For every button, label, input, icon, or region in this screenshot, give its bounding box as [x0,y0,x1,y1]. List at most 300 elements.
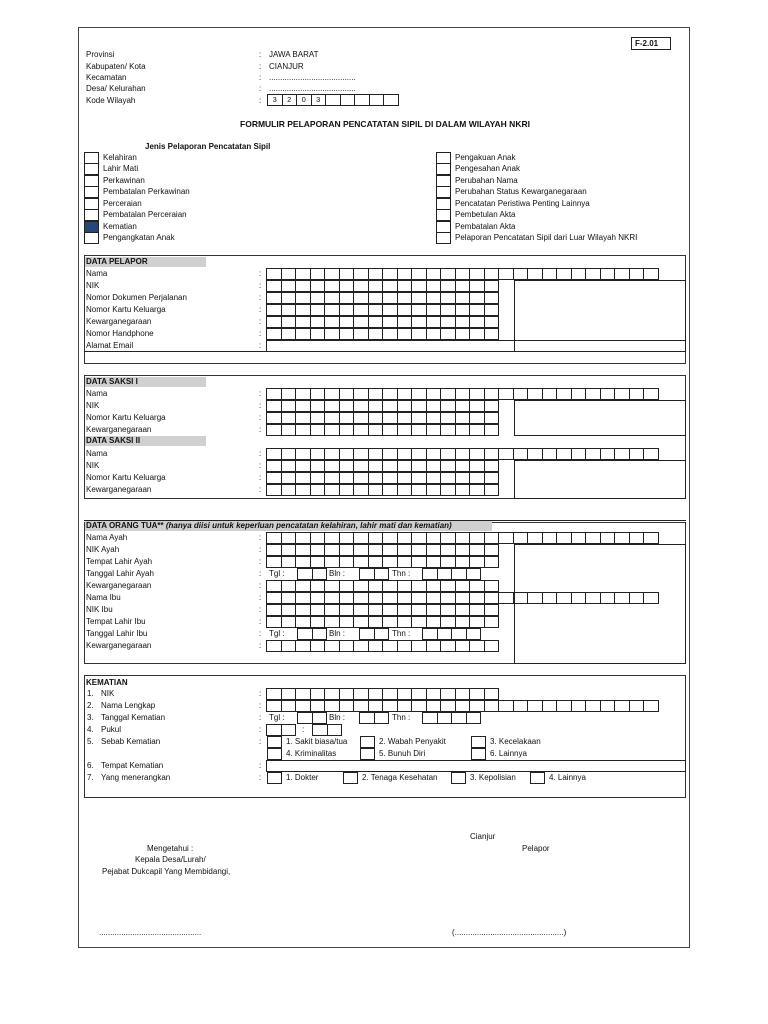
field-grid-cell[interactable] [629,388,645,400]
date-tgl-grid[interactable] [297,628,327,640]
jenis-checkbox[interactable] [84,163,99,175]
kode-wilayah-cell[interactable] [354,94,370,106]
field-grid-cell[interactable] [295,580,311,592]
field-grid-cell[interactable] [556,388,572,400]
field-grid-cell[interactable] [382,484,398,496]
field-grid[interactable] [266,292,499,304]
field-grid-cell[interactable] [484,484,500,496]
field-grid-cell[interactable] [513,388,529,400]
field-grid-cell[interactable] [397,616,413,628]
field-grid-cell[interactable] [469,388,485,400]
field-grid-cell[interactable] [484,400,500,412]
field-grid-cell[interactable] [440,292,456,304]
field-grid-cell[interactable] [266,448,282,460]
field-grid-cell[interactable] [281,448,297,460]
field-grid-cell[interactable] [339,424,355,436]
signature-left-line[interactable]: .............................................. [99,928,202,937]
field-grid-cell[interactable] [368,616,384,628]
field-grid-cell[interactable] [266,280,282,292]
field-grid-cell[interactable] [324,472,340,484]
field-grid-cell[interactable] [310,580,326,592]
kematian-nama-grid-cell[interactable] [426,700,442,712]
field-grid-cell[interactable] [426,604,442,616]
field-grid-cell[interactable] [440,412,456,424]
field-grid-cell[interactable] [411,544,427,556]
field-grid-cell[interactable] [353,604,369,616]
field-grid-cell[interactable] [382,556,398,568]
field-grid-cell[interactable] [469,448,485,460]
field-grid-cell[interactable] [440,268,456,280]
penerang-checkbox[interactable] [451,772,466,784]
field-grid-cell[interactable] [266,328,282,340]
field-grid-cell[interactable] [310,280,326,292]
field-grid-cell[interactable] [295,544,311,556]
field-grid[interactable] [266,304,499,316]
date-tgl-grid-cell[interactable] [297,628,313,640]
field-grid-cell[interactable] [310,388,326,400]
field-grid-cell[interactable] [397,268,413,280]
field-grid-cell[interactable] [397,556,413,568]
field-grid[interactable] [266,328,499,340]
field-grid-cell[interactable] [542,532,558,544]
field-grid-cell[interactable] [469,640,485,652]
field-grid-cell[interactable] [295,592,311,604]
kematian-nama-grid-cell[interactable] [295,700,311,712]
field-grid-cell[interactable] [411,292,427,304]
field-grid[interactable] [266,412,499,424]
field-grid-cell[interactable] [310,616,326,628]
date-thn-grid-cell[interactable] [437,712,453,724]
field-grid-cell[interactable] [368,388,384,400]
field-grid-cell[interactable] [295,532,311,544]
kematian-nik-grid-cell[interactable] [339,688,355,700]
kematian-nik-grid-cell[interactable] [295,688,311,700]
field-grid-cell[interactable] [368,424,384,436]
field-grid-cell[interactable] [643,448,659,460]
field-grid-cell[interactable] [310,268,326,280]
field-grid-cell[interactable] [411,388,427,400]
field-grid-cell[interactable] [484,316,500,328]
field-grid-cell[interactable] [353,292,369,304]
kematian-nik-grid-cell[interactable] [281,688,297,700]
field-grid-cell[interactable] [324,388,340,400]
field-grid-cell[interactable] [556,448,572,460]
date-tgl-grid-cell[interactable] [312,628,328,640]
date-thn-grid-cell[interactable] [422,712,438,724]
kematian-nama-grid-cell[interactable] [542,700,558,712]
field-grid-cell[interactable] [310,592,326,604]
field-grid-cell[interactable] [310,424,326,436]
field-grid-cell[interactable] [397,304,413,316]
field-grid-cell[interactable] [353,532,369,544]
field-grid[interactable] [266,268,659,280]
field-grid-cell[interactable] [411,412,427,424]
field-grid-cell[interactable] [498,448,514,460]
field-grid-cell[interactable] [469,484,485,496]
field-grid-cell[interactable] [281,580,297,592]
field-grid-cell[interactable] [281,328,297,340]
field-grid-cell[interactable] [455,292,471,304]
field-grid-cell[interactable] [324,544,340,556]
field-grid-cell[interactable] [324,268,340,280]
date-thn-grid-cell[interactable] [437,628,453,640]
field-grid-cell[interactable] [527,268,543,280]
field-grid-cell[interactable] [498,532,514,544]
field-grid-cell[interactable] [368,412,384,424]
field-grid-cell[interactable] [484,640,500,652]
field-grid-cell[interactable] [266,460,282,472]
date-thn-grid[interactable] [422,628,481,640]
field-grid-cell[interactable] [397,400,413,412]
field-grid-cell[interactable] [382,448,398,460]
penerang-checkbox[interactable] [267,772,282,784]
date-thn-grid-cell[interactable] [451,712,467,724]
field-grid-cell[interactable] [411,604,427,616]
kematian-nik-grid-cell[interactable] [382,688,398,700]
field-grid-cell[interactable] [397,604,413,616]
field-grid-cell[interactable] [484,280,500,292]
field-grid-cell[interactable] [469,316,485,328]
field-grid-cell[interactable] [281,640,297,652]
kematian-nama-grid-cell[interactable] [600,700,616,712]
kematian-nama-grid-cell[interactable] [484,700,500,712]
field-grid-cell[interactable] [382,412,398,424]
field-grid-cell[interactable] [281,604,297,616]
field-grid-cell[interactable] [426,424,442,436]
field-grid-cell[interactable] [411,616,427,628]
field-grid-cell[interactable] [411,328,427,340]
kematian-nik-grid-cell[interactable] [426,688,442,700]
field-grid-cell[interactable] [339,304,355,316]
kematian-pukul-min-grid[interactable] [312,724,342,736]
field-grid-cell[interactable] [310,400,326,412]
field-grid-cell[interactable] [426,544,442,556]
field-grid-cell[interactable] [397,484,413,496]
field-grid-cell[interactable] [339,556,355,568]
field-grid-cell[interactable] [281,292,297,304]
field-grid-cell[interactable] [484,616,500,628]
field-grid-cell[interactable] [353,424,369,436]
jenis-checkbox[interactable] [436,209,451,221]
field-grid-cell[interactable] [440,280,456,292]
field-grid-cell[interactable] [339,592,355,604]
field-grid-cell[interactable] [440,316,456,328]
field-grid-cell[interactable] [643,268,659,280]
field-grid-cell[interactable] [339,484,355,496]
field-grid-cell[interactable] [324,616,340,628]
jenis-checkbox[interactable] [84,232,99,244]
date-thn-grid[interactable] [422,568,481,580]
field-grid-cell[interactable] [353,280,369,292]
kematian-nama-grid-cell[interactable] [498,700,514,712]
penerang-checkbox[interactable] [530,772,545,784]
field-grid-cell[interactable] [324,640,340,652]
field-grid-cell[interactable] [585,532,601,544]
field-grid-cell[interactable] [382,400,398,412]
field-grid-cell[interactable] [295,472,311,484]
field-grid[interactable] [266,544,499,556]
field-grid-cell[interactable] [440,532,456,544]
field-grid-cell[interactable] [571,268,587,280]
kematian-nik-grid-cell[interactable] [310,688,326,700]
field-grid-cell[interactable] [324,304,340,316]
field-grid-cell[interactable] [397,544,413,556]
field-grid-cell[interactable] [513,532,529,544]
kematian-nama-grid-cell[interactable] [368,700,384,712]
field-grid-cell[interactable] [310,316,326,328]
field-grid-cell[interactable] [614,268,630,280]
field-grid-cell[interactable] [324,532,340,544]
field-grid-cell[interactable] [469,460,485,472]
field-grid-cell[interactable] [368,472,384,484]
field-grid-cell[interactable] [339,280,355,292]
field-grid-cell[interactable] [426,316,442,328]
field-grid-cell[interactable] [368,268,384,280]
field-grid-cell[interactable] [310,328,326,340]
field-grid-cell[interactable] [411,280,427,292]
field-grid-cell[interactable] [397,328,413,340]
kematian-pukul-hour-grid-cell[interactable] [266,724,282,736]
field-grid-cell[interactable] [368,484,384,496]
field-grid-cell[interactable] [484,580,500,592]
field-grid-cell[interactable] [266,268,282,280]
field-grid-cell[interactable] [397,580,413,592]
field-grid-cell[interactable] [281,484,297,496]
field-grid-cell[interactable] [353,400,369,412]
field-grid-cell[interactable] [542,388,558,400]
field-grid-cell[interactable] [281,304,297,316]
field-grid-cell[interactable] [281,424,297,436]
field-grid-cell[interactable] [368,400,384,412]
field-grid-cell[interactable] [339,604,355,616]
field-grid-cell[interactable] [310,304,326,316]
field-grid-cell[interactable] [281,400,297,412]
field-grid-cell[interactable] [382,424,398,436]
date-bln-grid-cell[interactable] [359,712,375,724]
field-grid-cell[interactable] [426,328,442,340]
field-grid[interactable] [266,460,499,472]
field-grid-cell[interactable] [484,448,500,460]
field-grid[interactable] [266,388,659,400]
field-grid-cell[interactable] [324,280,340,292]
field-grid-cell[interactable] [455,412,471,424]
date-thn-grid-cell[interactable] [437,568,453,580]
field-grid-cell[interactable] [484,304,500,316]
field-grid-cell[interactable] [295,460,311,472]
field-grid-cell[interactable] [397,532,413,544]
field-grid-cell[interactable] [469,412,485,424]
date-bln-grid-cell[interactable] [374,628,390,640]
kematian-nama-grid-cell[interactable] [411,700,427,712]
field-grid-cell[interactable] [455,460,471,472]
field-grid-cell[interactable] [469,544,485,556]
field-grid-cell[interactable] [266,316,282,328]
sebab-checkbox[interactable] [267,748,282,760]
field-grid-cell[interactable] [266,544,282,556]
field-grid-cell[interactable] [353,328,369,340]
field-grid-cell[interactable] [411,424,427,436]
field-grid-cell[interactable] [368,604,384,616]
field-grid-cell[interactable] [411,580,427,592]
field-grid-cell[interactable] [527,532,543,544]
field-grid[interactable] [266,484,499,496]
field-grid-cell[interactable] [556,532,572,544]
kematian-nik-grid-cell[interactable] [455,688,471,700]
field-grid[interactable] [266,472,499,484]
field-grid-cell[interactable] [455,484,471,496]
field-grid-cell[interactable] [469,424,485,436]
field-grid-cell[interactable] [426,616,442,628]
field-grid-cell[interactable] [484,472,500,484]
field-grid-cell[interactable] [426,580,442,592]
kematian-nik-grid-cell[interactable] [397,688,413,700]
field-grid-cell[interactable] [295,400,311,412]
field-grid-cell[interactable] [295,412,311,424]
kode-wilayah-cell[interactable]: 3 [311,94,327,106]
field-grid-cell[interactable] [339,544,355,556]
field-grid-cell[interactable] [310,604,326,616]
kematian-nama-grid-cell[interactable] [281,700,297,712]
date-tgl-grid-cell[interactable] [297,712,313,724]
date-thn-grid-cell[interactable] [451,628,467,640]
field-grid-cell[interactable] [295,556,311,568]
kematian-pukul-hour-grid-cell[interactable] [281,724,297,736]
field-grid-cell[interactable] [397,640,413,652]
field-grid-cell[interactable] [411,304,427,316]
field-grid-cell[interactable] [382,292,398,304]
kode-wilayah-grid[interactable] [267,94,399,106]
field-grid-cell[interactable] [469,400,485,412]
kematian-nama-grid-cell[interactable] [469,700,485,712]
field-grid-cell[interactable] [643,532,659,544]
field-grid-cell[interactable] [469,292,485,304]
field-grid-cell[interactable] [411,532,427,544]
kematian-nama-grid-cell[interactable] [324,700,340,712]
field-grid[interactable] [266,448,659,460]
field-grid-cell[interactable] [426,640,442,652]
field-grid-cell[interactable] [411,268,427,280]
field-grid-cell[interactable] [426,556,442,568]
field-grid-cell[interactable] [629,532,645,544]
field-grid-cell[interactable] [353,388,369,400]
field-grid-cell[interactable] [426,304,442,316]
kematian-nama-grid-cell[interactable] [643,700,659,712]
field-grid-cell[interactable] [440,388,456,400]
date-tgl-grid[interactable] [297,712,327,724]
field-grid-cell[interactable] [382,580,398,592]
kematian-nik-grid-cell[interactable] [469,688,485,700]
field-grid-cell[interactable] [426,484,442,496]
field-grid-cell[interactable] [324,484,340,496]
kematian-nama-grid-cell[interactable] [571,700,587,712]
kode-wilayah-cell[interactable] [340,94,356,106]
field-grid-cell[interactable] [614,448,630,460]
field-grid-cell[interactable] [484,592,500,604]
date-tgl-grid-cell[interactable] [312,568,328,580]
field-grid-cell[interactable] [440,460,456,472]
field-grid-cell[interactable] [397,592,413,604]
signature-right-line[interactable]: (.................................................) [452,928,567,937]
field-grid-cell[interactable] [281,616,297,628]
jenis-checkbox[interactable] [436,232,451,244]
field-grid-cell[interactable] [324,460,340,472]
field-grid-cell[interactable] [281,532,297,544]
kematian-nik-grid-cell[interactable] [484,688,500,700]
field-grid-cell[interactable] [411,460,427,472]
field-grid-cell[interactable] [440,592,456,604]
field-grid-cell[interactable] [469,268,485,280]
field-grid-cell[interactable] [266,304,282,316]
field-grid-cell[interactable] [295,280,311,292]
date-thn-grid-cell[interactable] [466,712,482,724]
date-thn-grid-cell[interactable] [451,568,467,580]
field-grid-cell[interactable] [440,328,456,340]
field-grid-cell[interactable] [469,616,485,628]
field-grid-cell[interactable] [368,580,384,592]
field-grid-cell[interactable] [295,268,311,280]
kode-wilayah-cell[interactable]: 2 [282,94,298,106]
field-grid-cell[interactable] [281,316,297,328]
field-grid-cell[interactable] [498,592,514,604]
field-grid-cell[interactable] [324,424,340,436]
field-grid-cell[interactable] [324,604,340,616]
field-grid-cell[interactable] [426,412,442,424]
date-bln-grid[interactable] [359,712,389,724]
kematian-nama-grid-cell[interactable] [397,700,413,712]
field-grid-cell[interactable] [440,424,456,436]
field-grid[interactable] [266,640,499,652]
field-grid-cell[interactable] [426,472,442,484]
field-grid-cell[interactable] [353,616,369,628]
field-grid-cell[interactable] [382,604,398,616]
sebab-checkbox[interactable] [471,748,486,760]
kode-wilayah-cell[interactable]: 3 [267,94,283,106]
field-grid-cell[interactable] [339,460,355,472]
field-grid-cell[interactable] [440,448,456,460]
field-grid-cell[interactable] [411,448,427,460]
date-bln-grid-cell[interactable] [374,568,390,580]
field-grid-cell[interactable] [600,268,616,280]
field-grid-cell[interactable] [455,304,471,316]
date-thn-grid-cell[interactable] [422,628,438,640]
field-grid-cell[interactable] [324,292,340,304]
field-grid-cell[interactable] [469,328,485,340]
field-grid-cell[interactable] [426,400,442,412]
field-grid-cell[interactable] [484,328,500,340]
field-grid-cell[interactable] [310,460,326,472]
jenis-checkbox[interactable] [84,186,99,198]
field-grid-cell[interactable] [295,604,311,616]
kematian-nama-grid-cell[interactable] [614,700,630,712]
field-grid-cell[interactable] [411,640,427,652]
field-grid-cell[interactable] [382,472,398,484]
field-grid-cell[interactable] [353,316,369,328]
field-grid-cell[interactable] [339,268,355,280]
jenis-checkbox[interactable] [436,186,451,198]
date-bln-grid-cell[interactable] [359,628,375,640]
kematian-nama-grid-cell[interactable] [440,700,456,712]
field-grid-cell[interactable] [498,268,514,280]
field-grid-cell[interactable] [295,640,311,652]
field-grid-cell[interactable] [585,388,601,400]
field-grid-cell[interactable] [426,292,442,304]
field-grid-cell[interactable] [353,544,369,556]
field-grid[interactable] [266,604,499,616]
date-bln-grid[interactable] [359,628,389,640]
field-grid-cell[interactable] [469,592,485,604]
field-grid-cell[interactable] [440,580,456,592]
field-grid[interactable] [266,400,499,412]
